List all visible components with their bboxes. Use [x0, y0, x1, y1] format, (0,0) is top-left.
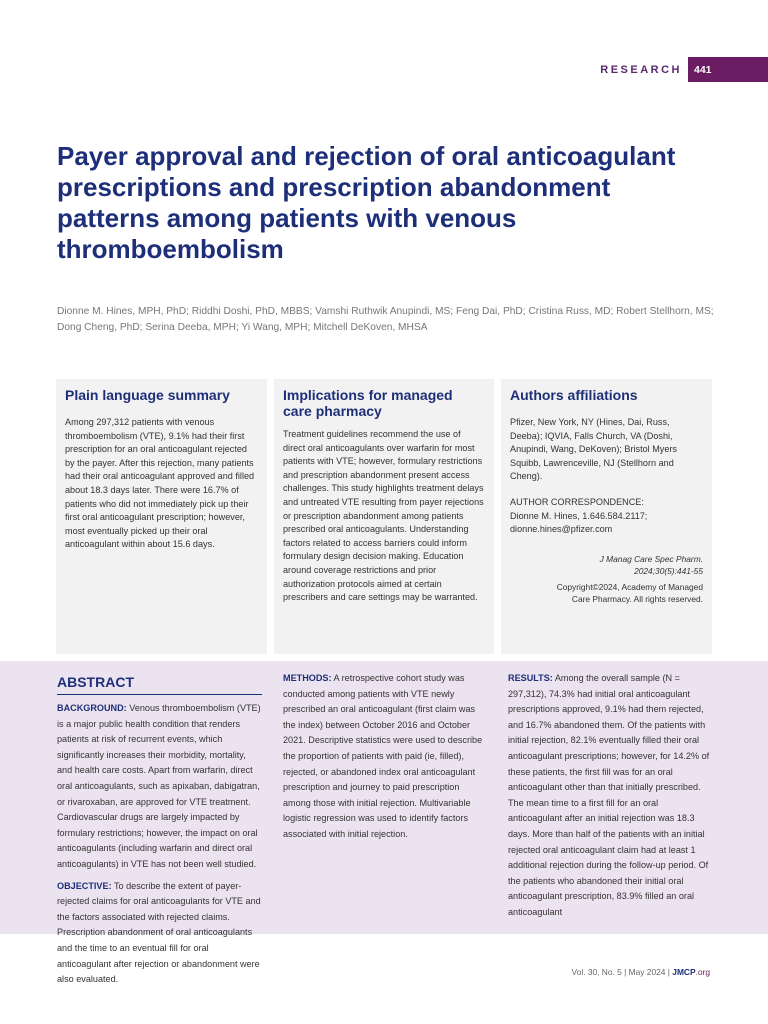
- correspondence-label: AUTHOR CORRESPONDENCE:: [510, 496, 644, 507]
- implications-box: [274, 379, 494, 654]
- plain-summary-box: [56, 379, 267, 654]
- results-paragraph: [508, 671, 713, 921]
- objective-paragraph: [57, 879, 262, 988]
- copyright-line-1: Copyright©2024, Academy of Managed: [556, 581, 703, 592]
- copyright-line-2: Care Pharmacy. All rights reserved.: [571, 593, 703, 604]
- results-label: RESULTS:: [508, 673, 553, 683]
- plain-summary-text: Among 297,312 patients with venous thromboembolism (VTE), 9.1% had their first prescription for an oral anticoagulant rejected by the payer. After this rejection, many patients had their oral anticoagulant approved and filled about 18.3 days later. There were 16.7% of patients who did not immediately pick up their first oral anticoagulant prescription; however, most eventually picked up their oral anticoagulant within about 15.6 days.: [65, 417, 255, 550]
- methods-paragraph: [283, 671, 488, 843]
- copyright: [510, 581, 703, 605]
- abstract-column-1: [57, 671, 262, 994]
- article-title: Payer approval and rejection of oral anticoagulant prescriptions and prescription abandonment patterns among patients with venous thromboembolism: [57, 141, 676, 264]
- author-list: Dionne M. Hines, MPH, PhD; Riddhi Doshi, PhD, MBBS; Vamshi Ruthwik Anupindi, MS; Feng Dai, PhD; Cristina Russ, MD; Robert Stellhorn, MS; Dong Cheng, PhD; Serina Deeba, MPH; Yi Wang, MPH; Mitchell DeKoven, MHSA: [57, 306, 714, 333]
- section-label: RESEARCH: [600, 63, 682, 76]
- citation: [510, 553, 703, 577]
- implications-heading: Implications for managed care pharmacy: [283, 387, 453, 419]
- background-paragraph: [57, 701, 262, 873]
- affiliations-heading: Authors affiliations: [510, 387, 638, 403]
- background-text: Venous thromboembolism (VTE) is a major public health condition that renders patients at risk of recurrent events, which significantly increases their morbidity, mortality, and health care costs. Apart from warfarin, direct oral anticoagulants, such as apixaban, dabigatran, or rivaroxaban, are approved for VTE treatment. Cardiovascular drugs are largely impacted by formulary restrictions; however, the impact on oral anticoagulants (including warfarin and direct oral anticoagulants) in VTE has not been well studied.: [57, 703, 261, 869]
- implications-text: Treatment guidelines recommend the use of direct oral anticoagulants over warfarin for most patients with VTE; however, formulary restrictions and prescription abandonment present access challenges. This study highlights treatment delays and untreated VTE resulting from payer rejections or prescription abandonment among patients prescribed oral anticoagulants. Understanding factors related to access barriers could inform formulary design decision making. Education around coverage restrictions and prior authorization protocols aimed at certain prescribers and care settings may be warranted.: [283, 429, 484, 603]
- page-number: 441: [688, 57, 768, 82]
- correspondence-email: dionne.hines@pfizer.com: [510, 524, 613, 535]
- objective-text: To describe the extent of payer-rejected claims for oral anticoagulants for VTE and the factors associated with rejected claims. Prescription abandonment of oral anticoagulants and the time to an eventual fill for oral anticoagulant after rejection or abandonment were also evaluated.: [57, 880, 261, 985]
- affiliations-box: [501, 379, 712, 654]
- plain-summary-heading: Plain language summary: [65, 387, 230, 403]
- results-text: Among the overall sample (N = 297,312), 74.3% had initial oral anticoagulant prescriptions approved, 9.1% had them rejected, and 16.7% abandoned them. Of the patients with initial rejection, 82.1% eventually filled their oral anticoagulant prescriptions; however, for 14.2% of these patients, the first fill was for an oral anticoagulant other than that initially prescribed. The mean time to a first fill for an oral anticoagulant after an initial rejection was 18.3 days. More than half of the patients with an initial rejected oral anticoagulant claim had at least 1 additional rejection during the follow-up period. Of the patients who abandoned their initial oral anticoagulant prescription, 83.9% filled an oral anticoagulant: [508, 673, 710, 917]
- abstract-column-2: [283, 671, 488, 849]
- journal-domain: .org: [695, 967, 710, 977]
- objective-label: OBJECTIVE:: [57, 880, 112, 891]
- affiliations-text: Pfizer, New York, NY (Hines, Dai, Russ, Deeba); IQVIA, Falls Church, VA (Doshi, Anupindi, Wang, DeKoven); Bristol Myers Squibb, Lawrenceville, NJ (Stellhorn and Cheng).: [510, 417, 677, 482]
- citation-journal: J Manag Care Spec Pharm.: [599, 553, 703, 564]
- abstract-column-3: [508, 671, 713, 927]
- methods-label: METHODS:: [283, 673, 332, 683]
- methods-text: A retrospective cohort study was conducted among patients with VTE newly prescribed an oral anticoagulant (first claim was the index) between October 2016 and October 2021. Descriptive statistics were used to describe the proportion of patients with paid (ie, filled), rejected, or abandoned index oral anticoagulant prescription and journey to paid prescription among those with initial rejection. Multivariable logistic regression was used to identify factors associated with initial rejection.: [283, 673, 483, 839]
- citation-volume: 2024;30(5):441-55: [634, 565, 703, 576]
- correspondence-name: Dionne M. Hines, 1.646.584.2117;: [510, 510, 648, 521]
- issue-info: Vol. 30, No. 5 | May 2024 |: [571, 967, 670, 977]
- page-footer: [572, 967, 710, 977]
- section-header: [600, 57, 768, 82]
- journal-name: JMCP: [672, 967, 696, 977]
- abstract-heading: ABSTRACT: [57, 671, 262, 695]
- background-label: BACKGROUND:: [57, 703, 127, 713]
- correspondence-block: [510, 496, 703, 537]
